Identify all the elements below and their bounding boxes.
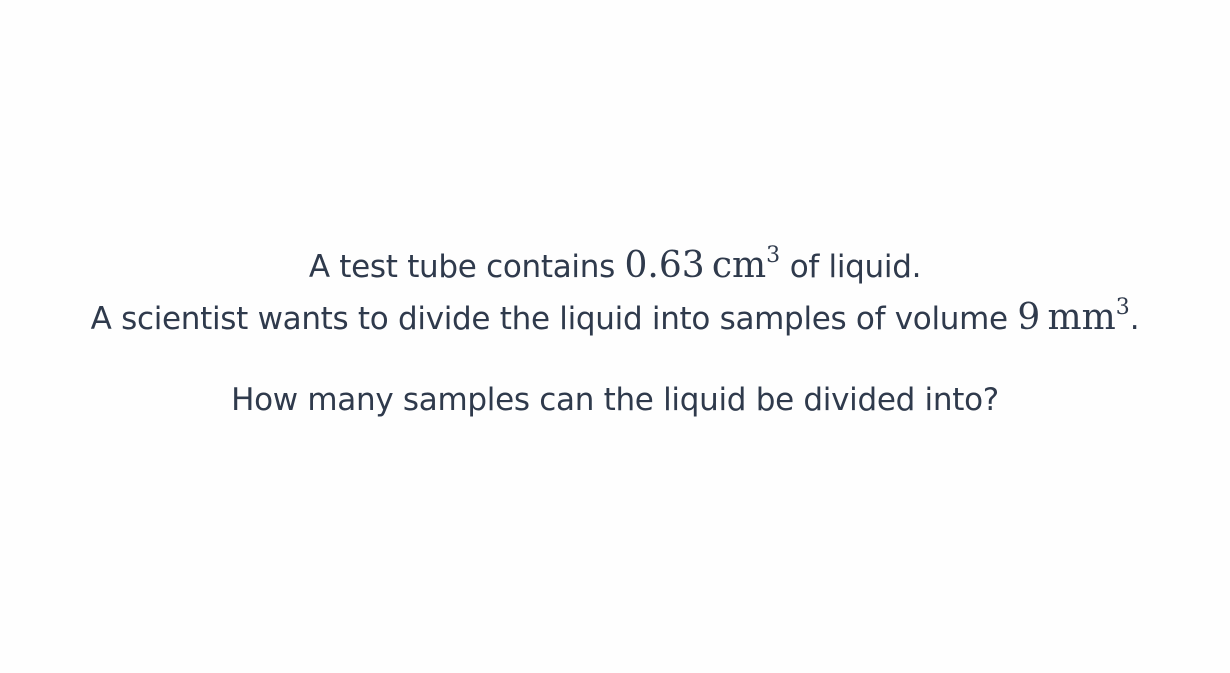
statement-line-2 bbox=[0, 284, 1230, 336]
line2-text-before: A scientist wants to divide the liquid into samples of volume bbox=[90, 301, 1018, 337]
tube-volume-unit: cm bbox=[711, 245, 767, 286]
sample-volume bbox=[1017, 297, 1129, 338]
sample-volume-value: 9 bbox=[1017, 297, 1041, 338]
question-text: How many samples can the liquid be divided into? bbox=[231, 382, 999, 418]
sample-volume-exponent: 3 bbox=[1115, 295, 1130, 320]
tube-volume bbox=[624, 245, 780, 286]
line1-text-after: of liquid. bbox=[780, 249, 922, 285]
tube-volume-value: 0.63 bbox=[624, 245, 705, 286]
problem-text bbox=[0, 232, 1230, 426]
tube-volume-exponent: 3 bbox=[766, 243, 781, 268]
line1-text-before: A test tube contains bbox=[308, 249, 625, 285]
sample-volume-unit: mm bbox=[1047, 297, 1116, 338]
statement-line-1 bbox=[0, 232, 1230, 284]
line2-text-after: . bbox=[1129, 301, 1140, 337]
